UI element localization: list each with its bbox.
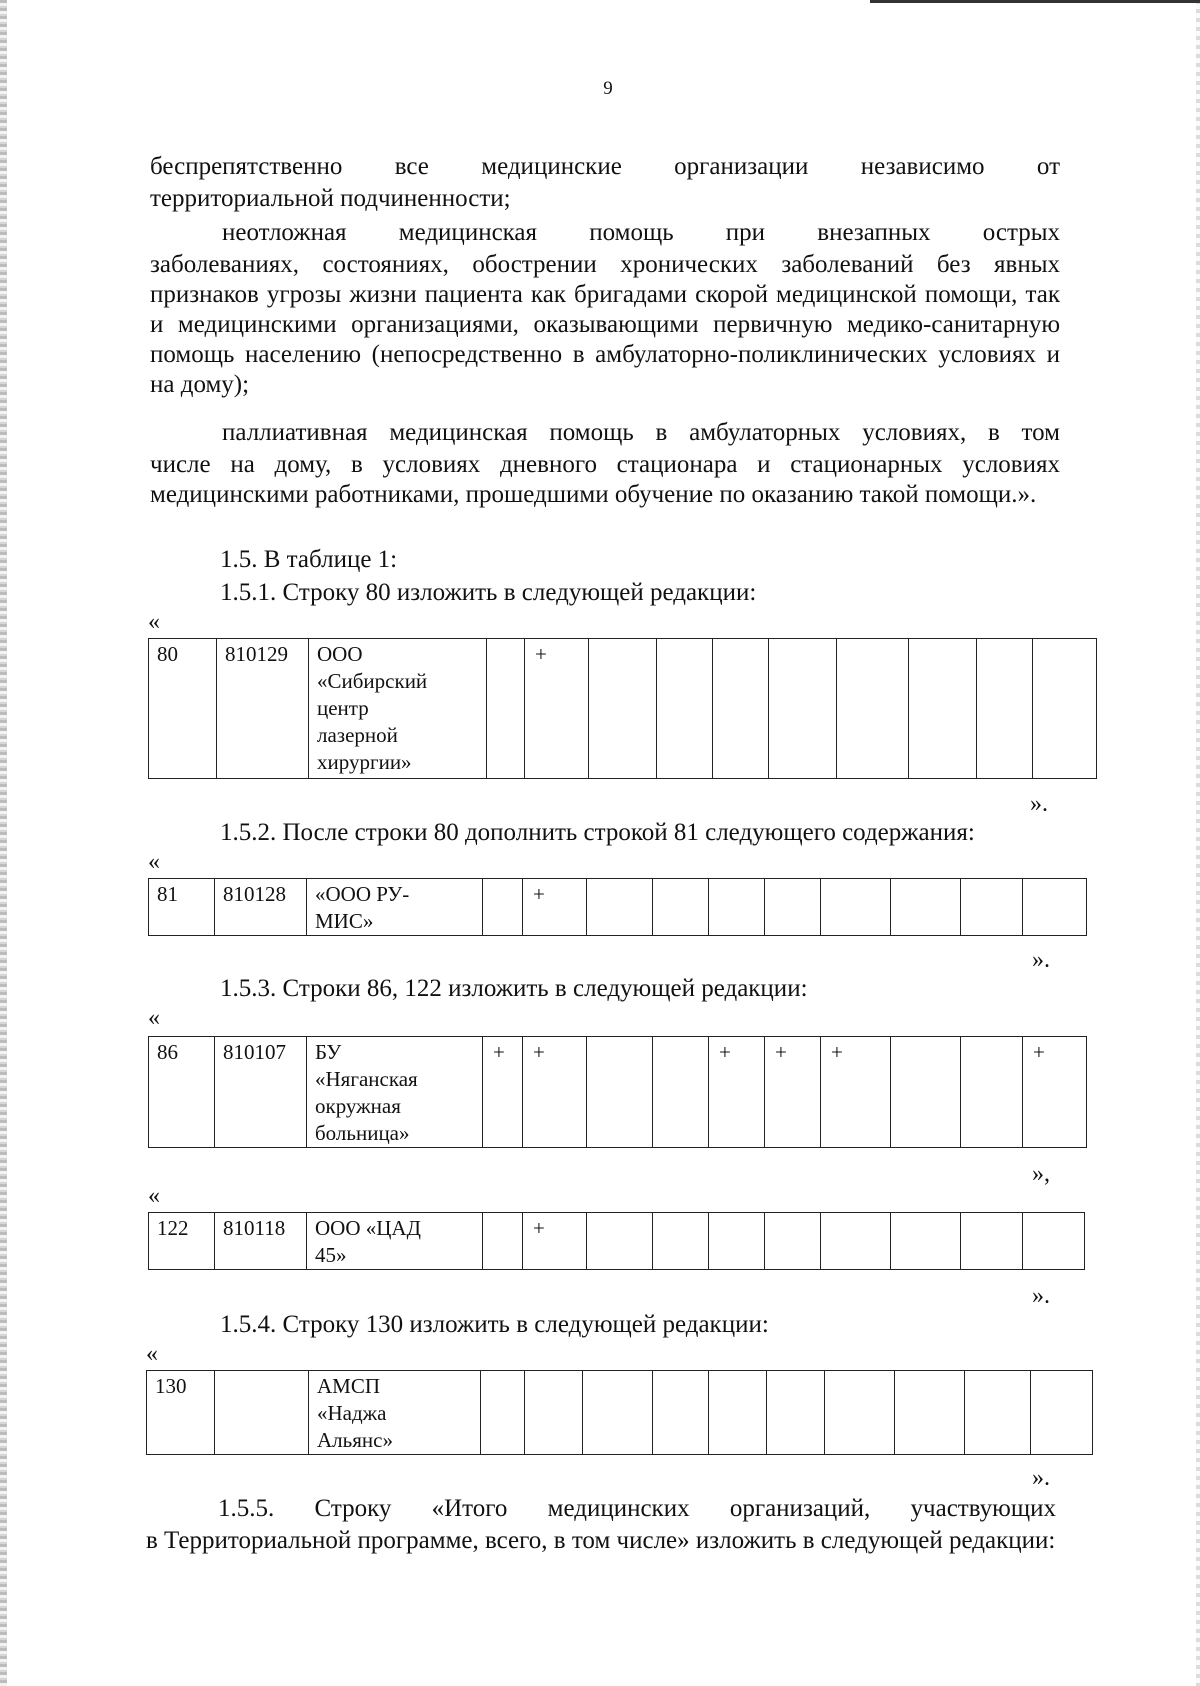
- mark-cell-3: [587, 879, 653, 936]
- mark-cell-6: +: [765, 1037, 821, 1148]
- org-name-cell: ООО «ЦАД 45»: [307, 1213, 483, 1270]
- quote-close-122: ».: [1032, 1283, 1050, 1309]
- mark-cell-4: [653, 1213, 709, 1270]
- mark-cell-5: [709, 1213, 765, 1270]
- mark-cell-3: [583, 1371, 653, 1455]
- section-1-5-2: 1.5.2. После строки 80 дополнить строкой 81 следующего содержания:: [220, 819, 975, 846]
- section-1-5: 1.5. В таблице 1:: [220, 546, 398, 573]
- row-number-cell: 80: [149, 639, 217, 779]
- row-number-cell: 122: [149, 1213, 215, 1270]
- quote-close-86: »,: [1032, 1161, 1050, 1187]
- quote-open-81: «: [148, 849, 160, 875]
- org-code-cell: [215, 1371, 309, 1455]
- mark-cell-5: [709, 1371, 767, 1455]
- mark-cell-4: [653, 1371, 709, 1455]
- table-row-80: [148, 638, 1097, 779]
- org-code-cell: 810107: [215, 1037, 307, 1148]
- table-row: [149, 879, 1087, 936]
- scan-top-line: [870, 0, 1200, 3]
- quote-open-122: «: [148, 1183, 160, 1209]
- mark-cell-10: [1023, 879, 1087, 936]
- table-row-130: [146, 1370, 1093, 1455]
- paragraph-3-line-1: паллиативная медицинская помощь в амбулаторных условиях, в том: [222, 419, 1060, 446]
- table-row: [149, 1213, 1085, 1270]
- mark-cell-7: [821, 879, 891, 936]
- mark-cell-8: [909, 639, 977, 779]
- mark-cell-9: [977, 639, 1033, 779]
- table-row: [149, 1037, 1087, 1148]
- mark-cell-7: [821, 1213, 891, 1270]
- mark-cell-6: [765, 879, 821, 936]
- org-name-cell: ООО «Сибирский центр лазерной хирургии»: [309, 639, 487, 779]
- mark-cell-10: [1031, 1371, 1093, 1455]
- table-row-122: [148, 1212, 1085, 1270]
- section-1-5-3: 1.5.3. Строки 86, 122 изложить в следующей редакции:: [220, 975, 808, 1002]
- mark-cell-5: [709, 879, 765, 936]
- mark-cell-6: [765, 1213, 821, 1270]
- scan-edge-right: [1196, 0, 1200, 1686]
- mark-cell-10: +: [1023, 1037, 1087, 1148]
- mark-cell-8: [891, 1213, 961, 1270]
- mark-cell-5: +: [709, 1037, 765, 1148]
- org-name-cell: «ООО РУ- МИС»: [307, 879, 483, 936]
- mark-cell-2: +: [525, 639, 589, 779]
- mark-cell-9: [965, 1371, 1031, 1455]
- mark-cell-2: [525, 1371, 583, 1455]
- mark-cell-4: [653, 1037, 709, 1148]
- mark-cell-1: [483, 1213, 523, 1270]
- quote-open-86: «: [148, 1005, 160, 1031]
- mark-cell-10: [1023, 1213, 1085, 1270]
- paragraph-2-body: заболеваниях, состояниях, обострении хронических заболеваний без явных признаков угрозы жизни пациента как бригадами скорой медицинской помощи, так и медицинскими организациями, оказывающими первичную медико-санитарную помощь населению (непосредственно в амбулаторно-поликлинических условиях и на дому);: [150, 251, 1060, 398]
- row-number-cell: 81: [149, 879, 215, 936]
- org-name-cell: БУ «Няганская окружная больница»: [307, 1037, 483, 1148]
- mark-cell-10: [1033, 639, 1097, 779]
- page-number: 9: [603, 78, 613, 99]
- mark-cell-1: [481, 1371, 525, 1455]
- section-1-5-5-line-1: 1.5.5. Строку «Итого медицинских организаций, участвующих: [218, 1495, 1056, 1522]
- mark-cell-2: +: [523, 1213, 587, 1270]
- row-number-cell: 86: [149, 1037, 215, 1148]
- mark-cell-1: [483, 879, 523, 936]
- quote-close-81: ».: [1032, 947, 1050, 973]
- mark-cell-8: [891, 879, 961, 936]
- table-row: [149, 639, 1097, 779]
- mark-cell-3: [589, 639, 657, 779]
- table-row: [147, 1371, 1093, 1455]
- quote-open-80: «: [148, 609, 160, 635]
- mark-cell-1: [487, 639, 525, 779]
- table-row-81: [148, 878, 1087, 936]
- paragraph-1-line-2: территориальной подчиненности;: [150, 185, 511, 212]
- mark-cell-6: [767, 1371, 825, 1455]
- paragraph-3-body: числе на дому, в условиях дневного стационара и стационарных условиях медицинскими работниками, прошедшими обучение по оказанию такой помощи.».: [150, 451, 1060, 508]
- mark-cell-9: [961, 1213, 1023, 1270]
- paragraph-1-line-1: беспрепятственно все медицинские организации независимо от: [150, 153, 1060, 180]
- quote-open-130: «: [146, 1341, 158, 1367]
- mark-cell-5: [713, 639, 769, 779]
- org-name-cell: АМСП «Наджа Альянс»: [309, 1371, 481, 1455]
- mark-cell-2: +: [523, 879, 587, 936]
- mark-cell-9: [961, 1037, 1023, 1148]
- mark-cell-2: +: [523, 1037, 587, 1148]
- org-code-cell: 810128: [215, 879, 307, 936]
- mark-cell-8: [895, 1371, 965, 1455]
- section-1-5-1: 1.5.1. Строку 80 изложить в следующей редакции:: [220, 579, 757, 606]
- mark-cell-7: +: [821, 1037, 891, 1148]
- section-1-5-4: 1.5.4. Строку 130 изложить в следующей редакции:: [220, 1311, 769, 1338]
- org-code-cell: 810129: [217, 639, 309, 779]
- quote-close-80: ».: [1030, 791, 1048, 817]
- mark-cell-1: +: [483, 1037, 523, 1148]
- mark-cell-7: [825, 1371, 895, 1455]
- paragraph-2-line-1: неотложная медицинская помощь при внезапных острых: [222, 219, 1060, 246]
- row-number-cell: 130: [147, 1371, 215, 1455]
- mark-cell-4: [657, 639, 713, 779]
- mark-cell-3: [587, 1037, 653, 1148]
- scan-edge-left: [0, 0, 7, 1686]
- quote-close-130: ».: [1032, 1465, 1050, 1491]
- mark-cell-9: [961, 879, 1023, 936]
- mark-cell-7: [837, 639, 909, 779]
- mark-cell-3: [587, 1213, 653, 1270]
- mark-cell-4: [653, 879, 709, 936]
- mark-cell-6: [769, 639, 837, 779]
- org-code-cell: 810118: [215, 1213, 307, 1270]
- table-row-86: [148, 1036, 1087, 1148]
- section-1-5-5-body: в Территориальной программе, всего, в том числе» изложить в следующей редакции:: [146, 1527, 1056, 1554]
- mark-cell-8: [891, 1037, 961, 1148]
